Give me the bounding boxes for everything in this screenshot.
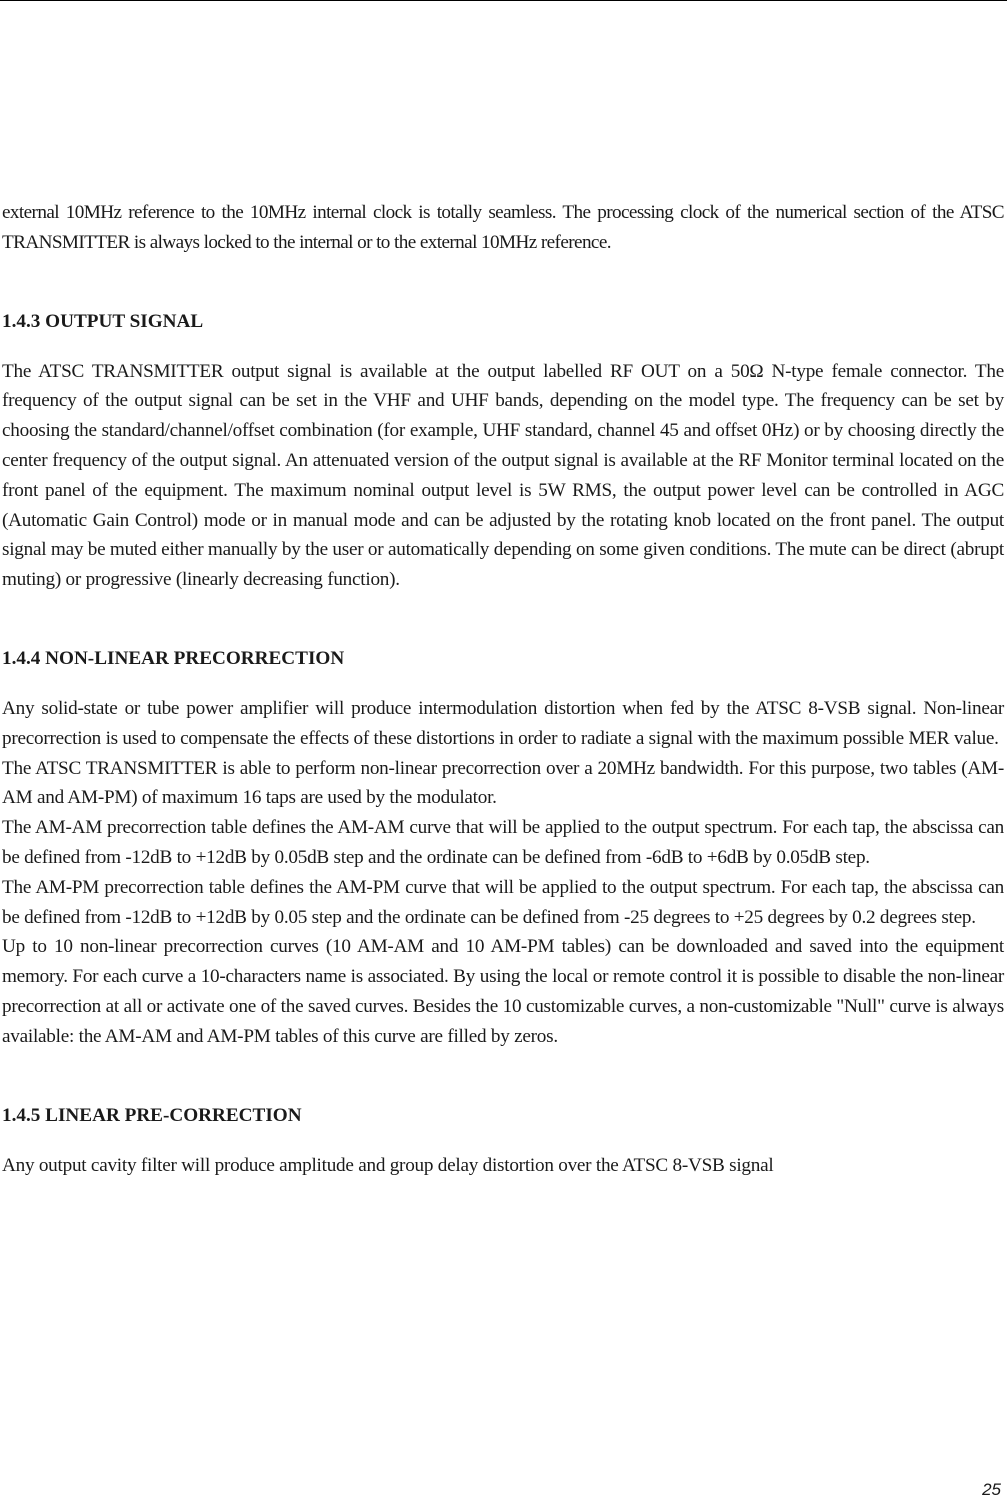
- linear-pre-correction-paragraph: Any output cavity filter will produce amplitude and group delay distortion over the ATSC 8-VSB signal: [2, 1154, 774, 1176]
- document-body: [2, 198, 1004, 1180]
- non-linear-paragraph-2: The ATSC TRANSMITTER is able to perform non-linear precorrection over a 20MHz bandwidth. For this purpose, two tables (AM-AM and AM-PM) of maximum 16 taps are used by the modulator.: [2, 757, 1004, 809]
- section-heading-non-linear-precorrection: 1.4.4 NON-LINEAR PRECORRECTION: [2, 647, 345, 669]
- non-linear-paragraph-1: Any solid-state or tube power amplifier will produce intermodulation distortion when fed by the ATSC 8-VSB signal. Non-linear precorrection is used to compensate the effects of these distortions in order to radiate a signal with the maximum possible MER value.: [2, 697, 1004, 749]
- top-rule: [0, 0, 1007, 1]
- non-linear-paragraph-4: The AM-PM precorrection table defines the AM-PM curve that will be applied to the output spectrum. For each tap, the abscissa can be defined from -12dB to +12dB by 0.05 step and the ordinate can be defined from -25 degrees to +25 degrees by 0.2 degrees step.: [2, 876, 1004, 928]
- section-heading-output-signal: 1.4.3 OUTPUT SIGNAL: [2, 310, 204, 332]
- page-number: 25: [982, 1480, 1001, 1499]
- non-linear-paragraph-5: Up to 10 non-linear precorrection curves (10 AM-AM and 10 AM-PM tables) can be downloaded and saved into the equipment memory. For each curve a 10-characters name is associated. By using the local or remote control it is possible to disable the non-linear precorrection at all or activate one of the saved curves. Besides the 10 customizable curves, a non-customizable "Null" curve is always available: the AM-AM and AM-PM tables of this curve are filled by zeros.: [2, 936, 1004, 1047]
- output-signal-paragraph: The ATSC TRANSMITTER output signal is available at the output labelled RF OUT on a 50Ω N-type female connector. The frequency of the output signal can be set in the VHF and UHF bands, depending on the model type. The frequency can be set by choosing the standard/channel/offset combination (for example, UHF standard, channel 45 and offset 0Hz) or by choosing directly the center frequency of the output signal. An attenuated version of the output signal is available at the RF Monitor terminal located on the front panel of the equipment. The maximum nominal output level is 5W RMS, the output power level can be controlled in AGC (Automatic Gain Control) mode or in manual mode and can be adjusted by the rotating knob located on the front panel. The output signal may be muted either manually by the user or automatically depending on some given conditions. The mute can be direct (abrupt muting) or progressive (linearly decreasing function).: [2, 360, 1004, 591]
- intro-paragraph: external 10MHz reference to the 10MHz internal clock is totally seamless. The processing clock of the numerical section of the ATSC TRANSMITTER is always locked to the internal or to the external 10MHz reference.: [2, 202, 1004, 253]
- non-linear-paragraph-3: The AM-AM precorrection table defines the AM-AM curve that will be applied to the output spectrum. For each tap, the abscissa can be defined from -12dB to +12dB by 0.05dB step and the ordinate can be defined from -6dB to +6dB by 0.05dB step.: [2, 817, 1004, 868]
- section-heading-linear-pre-correction: 1.4.5 LINEAR PRE-CORRECTION: [2, 1104, 302, 1126]
